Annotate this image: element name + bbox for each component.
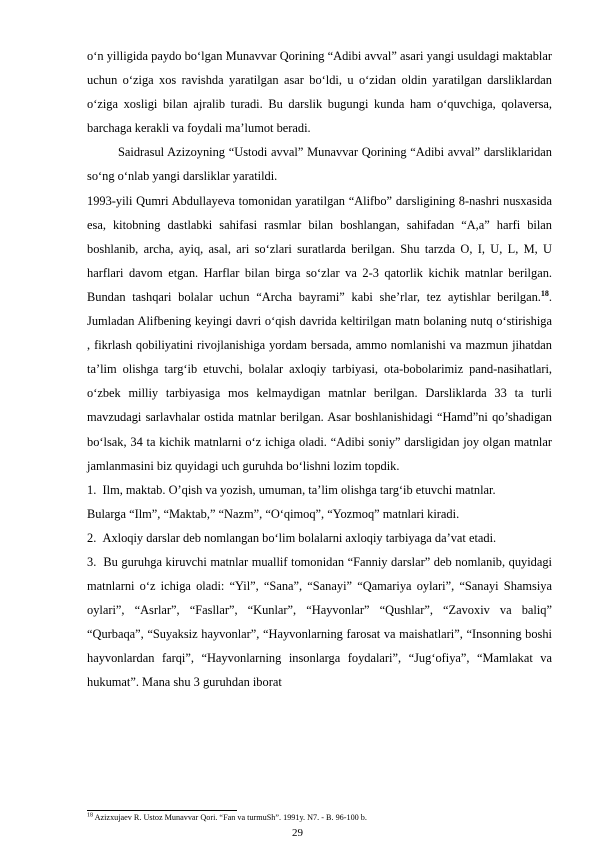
list-item-1-number: 1. bbox=[87, 482, 97, 497]
footnote-number: 18 bbox=[87, 812, 93, 819]
paragraph-1: o‘n yilligida paydo bo‘lgan Munavvar Qorining “Adibi avval” asari yangi usuldagi maktablar uchun o‘ziga xos ravishda yaratilgan asar bo‘ldi, u o‘zidan oldin yaratilgan darsliklardan o‘ziga xosligi bilan ajralib turadi. Bu darslik bugungi kunda ham o‘quvchiga, qolaversa, barchaga kerakli va foydali ma’lumot beradi. bbox=[87, 49, 552, 136]
list-item-2-text: Axloqiy darslar deb nomlangan bo‘lim bolalarni axloqiy tarbiyaga da’vat etadi. bbox=[102, 530, 497, 545]
footnote-divider bbox=[87, 810, 237, 811]
list-item-3-number: 3. bbox=[87, 554, 97, 569]
paragraph-3-tail: . Jumladan Alifbening keyingi davri o‘qish davrida keltirilgan matn bolaning nutq o‘stirishiga , fikrlash qobiliyatini rivojlanishiga yordam bersada, ammo nomlanishi va mazmun jihatdan ta’lim olishga targ‘ib etuvchi, bolalar axloqiy tarbiyasi, ota-bobolarimiz pand-nasihatlari, o‘zbek milliy tarbiyasiga mos kelmaydigan matnlar berilgan. Darsliklarda 33 ta turli mavzudagi sarlavhalar ostida matnlar berilgan. Asar boshlanishidagi “Hamd”ni qo’shadigan bo‘lsak, 34 ta kichik matnlarni o‘z ichiga oladi. “Adibi soniy” darsligidan joy olgan matnlar jamlanmasini biz quyidagi uch guruhda bo‘lishni lozim topdik. bbox=[87, 289, 552, 473]
list-item-2-number: 2. bbox=[87, 530, 97, 545]
list-item-1-text: Ilm, maktab. O’qish va yozish, umuman, ta’lim olishga targ‘ib etuvchi matnlar. bbox=[102, 482, 496, 497]
list-item-1-note: Bularga “Ilm”, “Maktab,” “Nazm”, “O‘qimoq”, “Yozmoq” matnlari kiradi. bbox=[87, 506, 460, 521]
list-item-2 bbox=[87, 526, 552, 550]
paragraph-2: Saidrasul Azizoyning “Ustodi avval” Munavvar Qorining “Adibi avval” darsliklaridan so‘ng o‘nlab yangi darsliklar yaratildi. bbox=[87, 145, 552, 184]
footnote-text: Azizxujaev R. Ustoz Munavvar Qori. “Fan va turmuSh”. 1991y. N7. - B. 96-100 b. bbox=[94, 813, 367, 822]
document-body bbox=[87, 44, 552, 695]
list-item-3 bbox=[87, 550, 552, 695]
footnote bbox=[87, 812, 367, 824]
paragraph-3-text: 1993-yili Qumri Abdullayeva tomonidan yaratilgan “Alifbo” darsligining 8-nashri nusxasida esa, kitobning dastlabki sahifasi rasmlar bilan boshlangan, sahifadan “A,a” harfi bilan boshlanib, archa, ayiq, asal, ari so‘zlari suratlarda berilgan. Shu tarzda O, I, U, L, M, U harflari davom etgan. Harflar bilan birga so‘zlar va 2-3 qatorlik kichik matnlar berilgan. Bundan tashqari bolalar uchun “Archa bayrami” kabi she’rlar, tez aytishlar berilgan. bbox=[87, 193, 552, 304]
page-number: 29 bbox=[292, 827, 303, 839]
footnote-reference[interactable]: 18 bbox=[540, 288, 549, 298]
list-item-1 bbox=[87, 478, 552, 502]
list-item-3-text: Bu guruhga kiruvchi matnlar muallif tomonidan “Fanniy darslar” deb nomlanib, quyidagi matnlarni o‘z ichiga oladi: “Yil”, “Sana”, “Sanayi” “Qamariya oylari”, “Sanayi Shamsiya oylari”, “Asrlar”, “Fasllar”, “Kunlar”, “Hayvonlar” “Qushlar”, “Zavoxiv va baliq” “Qurbaqa”, “Suyaksiz hayvonlar”, “Hayvonlarning farosat va maishatlari”, “Insonning boshi hayvonlardan farqi”, “Hayvonlarning insonlarga foydalari”, “Jug‘ofiya”, “Mamlakat va hukumat”. Mana shu 3 guruhdan iborat bbox=[87, 554, 552, 690]
paragraph-3 bbox=[87, 189, 552, 478]
